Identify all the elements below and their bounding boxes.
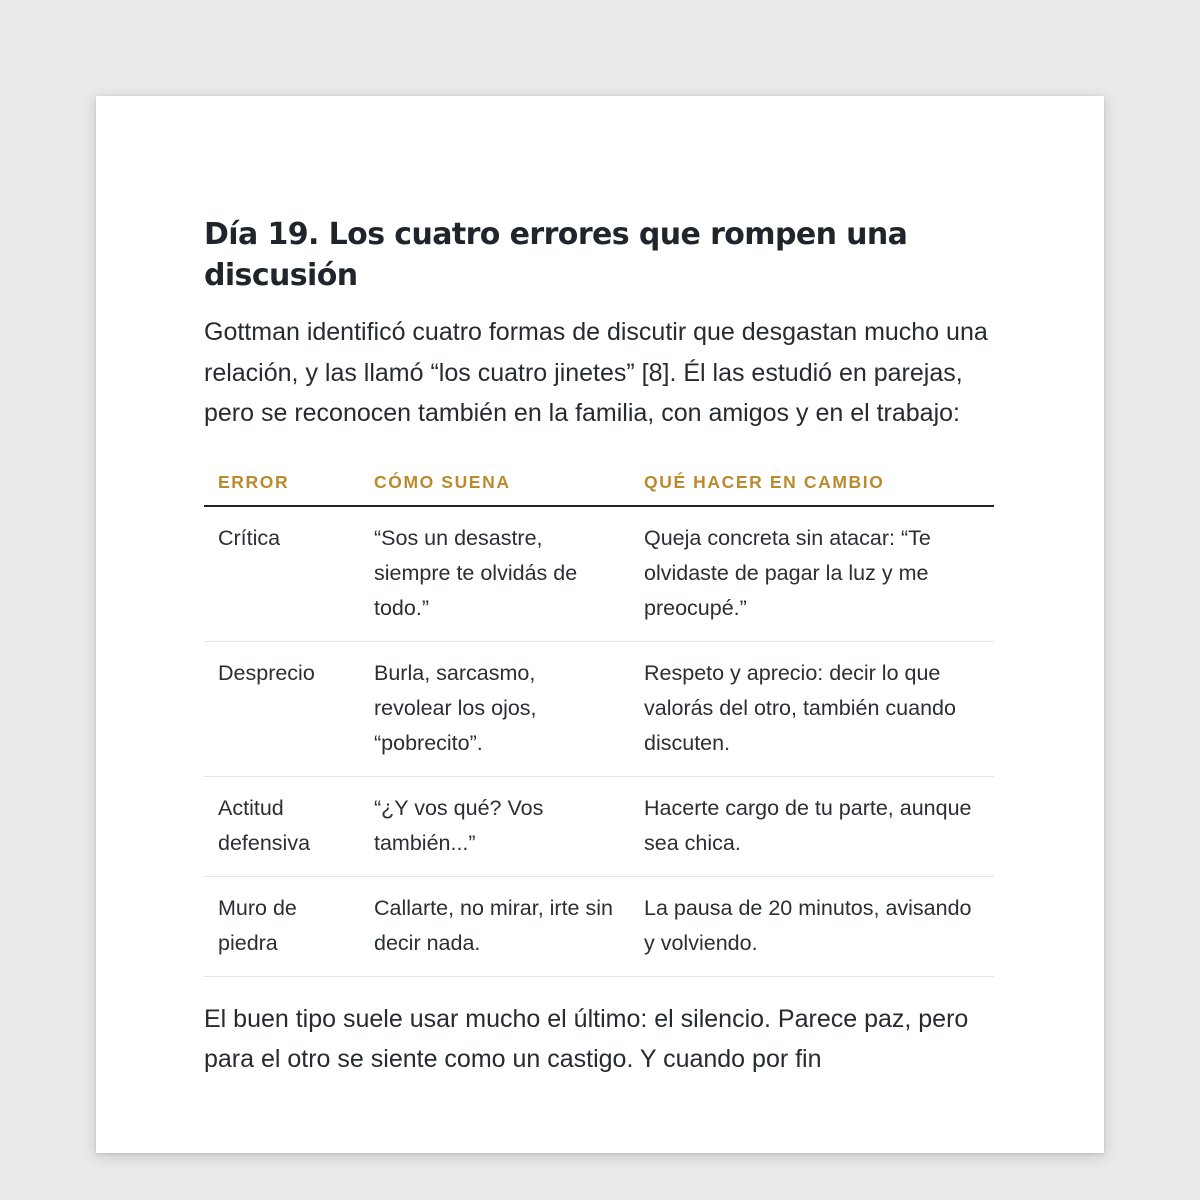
- how-it-sounds-cell: “Sos un desastre, siempre te olvidás de todo.”: [360, 506, 630, 642]
- error-cell: Muro de piedra: [204, 876, 360, 976]
- intro-paragraph: Gottman identificó cuatro formas de discutir que desgastan mucho una relación, y las llamó “los cuatro jinetes” [8]. Él las estudió en parejas, pero se reconocen también en la familia, con amigos y en el trabajo:: [204, 318, 988, 427]
- four-errors-table: [204, 471, 994, 977]
- what-to-do-cell: Queja concreta sin atacar: “Te olvidaste de pagar la luz y me preocupé.”: [630, 506, 994, 642]
- error-cell: Desprecio: [204, 641, 360, 776]
- table-row: [204, 641, 994, 776]
- table-row: [204, 776, 994, 876]
- how-it-sounds-cell: Burla, sarcasmo, revolear los ojos, “pobrecito”.: [360, 641, 630, 776]
- table-header-row: [204, 471, 994, 506]
- table-row: [204, 506, 994, 642]
- error-cell: Crítica: [204, 506, 360, 642]
- table-row: [204, 876, 994, 976]
- closing-paragraph: El buen tipo suele usar mucho el último: el silencio. Parece paz, pero para el otro se siente como un castigo. Y cuando por fin: [204, 1004, 969, 1073]
- document-page: [96, 96, 1104, 1153]
- what-to-do-cell: Hacerte cargo de tu parte, aunque sea chica.: [630, 776, 994, 876]
- what-to-do-cell: La pausa de 20 minutos, avisando y volviendo.: [630, 876, 994, 976]
- what-to-do-cell: Respeto y aprecio: decir lo que valorás del otro, también cuando discuten.: [630, 641, 994, 776]
- page-content: [204, 214, 994, 1080]
- error-cell: Actitud defensiva: [204, 776, 360, 876]
- column-header-what-to-do: QUÉ HACER EN CAMBIO: [630, 471, 994, 506]
- column-header-error: ERROR: [204, 471, 360, 506]
- column-header-how-it-sounds: CÓMO SUENA: [360, 471, 630, 506]
- how-it-sounds-cell: Callarte, no mirar, irte sin decir nada.: [360, 876, 630, 976]
- section-title: Día 19. Los cuatro errores que rompen una discusión: [204, 217, 908, 293]
- how-it-sounds-cell: “¿Y vos qué? Vos también...”: [360, 776, 630, 876]
